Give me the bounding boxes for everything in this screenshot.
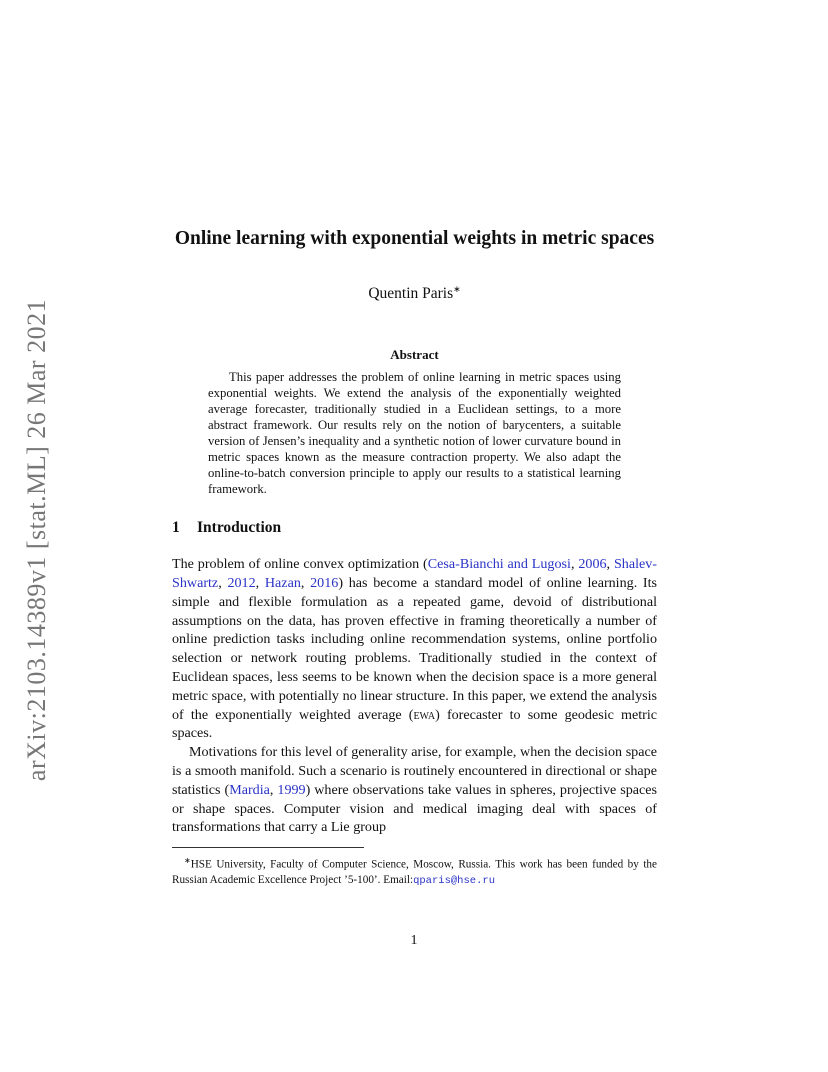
author-line <box>172 284 657 303</box>
text-run: Motivations for this level of generality arise, for example, when the decision space is a smooth manifold. Such a scenario is routinely encountered in directional or shape statistics ( <box>172 744 657 798</box>
citation-link[interactable]: 2012 <box>227 574 256 591</box>
footnote-divider <box>172 847 364 848</box>
intro-paragraph-2 <box>172 743 657 837</box>
text-run: The problem of online convex optimization ( <box>172 556 428 573</box>
citation-link[interactable]: 2006 <box>578 556 607 573</box>
abstract-heading: Abstract <box>390 347 439 363</box>
section-title: Introduction <box>197 519 282 537</box>
citation-link[interactable]: Hazan <box>264 574 301 591</box>
text-run: , <box>570 556 579 573</box>
citation-link[interactable]: Shalev-Shwartz <box>172 556 657 591</box>
footnote-mark: ∗ <box>184 856 191 866</box>
text-run: ) forecaster to some geodesic metric spaces. <box>172 706 657 742</box>
abstract-body: This paper addresses the problem of online learning in metric spaces using exponential weights. We extend the analysis of the exponentially weighted average forecaster, traditionally studied in a Euclidean settings, to a more abstract framework. Our results rely on the notion of barycenters, a suitable version of Jensen’s inequality and a synthetic notion of lower curvature bound in metric spaces known as the measure contraction property. We also adapt the online-to-batch conversion principle to apply our results to a statistical learning framework. <box>208 370 621 497</box>
section-number: 1 <box>172 519 180 537</box>
intro-paragraph-1 <box>172 555 657 743</box>
citation-link[interactable]: 1999 <box>277 781 306 798</box>
text-run: ) where observations take values in spheres, projective spaces or shape spaces. Computer vision and medical imaging deal with spaces of transformations that carry a Lie group <box>172 781 657 836</box>
page-number: 1 <box>410 933 418 948</box>
arxiv-identifier-stamp <box>15 290 59 790</box>
arxiv-id-text: arXiv:2103.14389v1 [stat.ML] 26 Mar 2021 <box>22 298 52 782</box>
citation-link[interactable]: 2016 <box>310 574 339 591</box>
author-name: Quentin Paris <box>368 285 454 303</box>
citation-link[interactable]: Mardia <box>229 781 270 798</box>
text-run: , <box>269 781 278 798</box>
text-run: , <box>606 556 614 573</box>
author-footnote-mark[interactable]: ∗ <box>453 284 461 294</box>
footnote <box>172 853 657 889</box>
paper-title: Online learning with exponential weights in metric spaces <box>174 228 655 249</box>
text-run: , <box>218 574 228 591</box>
abstract-block <box>172 347 657 497</box>
text-run: ) has become a standard model of online learning. Its simple and flexible formulation as a repeated game, devoid of distributional assumptions on the data, has proven effective in framing theoretically a number of online prediction tasks including online recommendation systems, online portfolio selection or network routing problems. Traditionally studied in the context of Euclidean spaces, less seems to be known when the decision space is a more general metric space, with potentially no linear structure. In this paper, we extend the analysis of the exponentially weighted average ( <box>172 574 658 723</box>
section-heading-introduction <box>172 519 657 537</box>
paper-page <box>172 226 657 889</box>
footnote-text: HSE University, Faculty of Computer Science, Moscow, Russia. This work has been funded by the Russian Academic Excellence Project ’5-100’. Email: <box>172 858 657 886</box>
text-run: , <box>300 574 311 591</box>
citation-link[interactable]: Cesa-Bianchi and Lugosi <box>427 556 571 573</box>
acronym-ewa: ewa <box>413 706 436 723</box>
email-link[interactable]: qparis@hse.ru <box>413 874 495 887</box>
text-run: , <box>255 574 265 591</box>
